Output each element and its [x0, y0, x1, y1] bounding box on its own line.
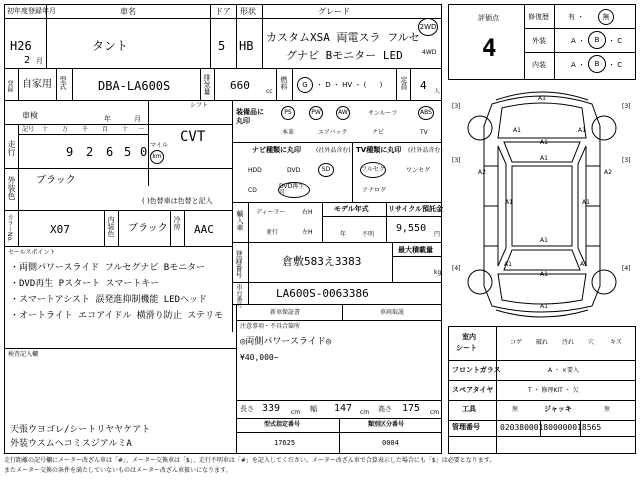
condition-no-circle: 無	[598, 9, 614, 25]
tv-analog: アナログ	[362, 187, 387, 194]
plate-label: 登録番号	[235, 250, 243, 278]
class-no-value: 0004	[382, 439, 399, 447]
drive-4wd: 4WD	[422, 49, 437, 56]
diagram-bracket-right: [4]	[622, 265, 631, 272]
interior-color-value: ブラック	[128, 223, 168, 234]
model-name-label: 車名	[120, 7, 136, 16]
sales-point-3: ・スマートアシスト 誤発進抑制機能 LEDヘッド	[10, 295, 208, 305]
navi-note: (社外品含む)	[316, 147, 351, 154]
sales-point-1: ・両側パワースライド フルセグナビ Bモニター	[10, 263, 206, 273]
mileage-digit: 9	[66, 145, 74, 159]
diagram-bracket-left: [4]	[452, 265, 461, 272]
width-label: 幅	[310, 405, 317, 413]
damage-mark: A1	[505, 199, 513, 206]
management-number: 020380001800000018565	[500, 423, 602, 432]
damage-mark: A1	[578, 127, 586, 134]
damage-mark: A1	[504, 261, 512, 268]
mileage-unit-header: 万	[62, 126, 69, 133]
tv-oneseg: ワンセグ	[406, 167, 431, 174]
exterior-color-value: ブラック	[36, 175, 76, 186]
notes-line2: ¥40,000−	[240, 353, 279, 362]
import-label: 輸入車	[236, 210, 244, 231]
model-code-label: 型式	[59, 76, 67, 90]
interior-grade-a: A ・	[571, 61, 586, 69]
mileage-unit-header: 十	[42, 126, 49, 133]
damage-mark: A1	[540, 237, 548, 244]
condition-label: 修復歴	[528, 13, 549, 21]
exterior-grade-c: ・ C	[608, 37, 623, 45]
color-no-value: X07	[50, 223, 70, 236]
damage-mark: A1	[540, 139, 548, 146]
exterior-grade-a: A ・	[571, 37, 586, 45]
grade-line2: グナビ Bモニター LED	[286, 49, 403, 62]
doors-value: 5	[218, 39, 226, 53]
import-left-hand: 左H	[302, 229, 313, 236]
navi-cd: CD	[248, 187, 257, 194]
mileage-digit: 0	[140, 145, 148, 159]
damage-mark: A2	[478, 169, 486, 176]
ac-value: AAC	[194, 223, 214, 236]
diagram-bracket-left: [3]	[452, 157, 461, 164]
navi-label: ナビ種類に丸印	[252, 146, 301, 154]
navi-dvd-play-circle: DVD再生可	[278, 182, 310, 198]
exterior-color-note: ( )色替車は色替と記入	[142, 197, 213, 205]
interior-grade-b-circle: B	[588, 55, 606, 73]
mileage-unit-header: 一	[138, 126, 145, 133]
seat-label-1: 室内	[462, 333, 476, 341]
inspection-month-unit: 月	[134, 115, 141, 123]
fuel-selected-circle: G	[297, 77, 313, 93]
doors-label: ドア	[215, 7, 231, 16]
seat-option-1: 破れ	[536, 339, 549, 346]
first-reg-month: 2	[24, 55, 31, 66]
first-reg-label: 初年度登録年月	[7, 7, 56, 15]
spare-tire-label: スペアタイヤ	[452, 386, 494, 394]
height-value: 175	[402, 403, 421, 414]
doc-warranty: 新車保証書	[270, 309, 301, 316]
damage-mark: A2	[604, 169, 612, 176]
notes-label: 注意事項・不具合箇所	[240, 323, 301, 330]
type-no-value: 17625	[274, 439, 296, 447]
width-value: 147	[334, 403, 353, 414]
model-code: DBA-LA600S	[98, 79, 171, 93]
max-load-unit: kg	[434, 269, 442, 276]
recycle-unit: 円	[434, 231, 441, 238]
equipment-label: 装備品に丸印	[236, 108, 264, 125]
exterior-grade-label: 外装	[532, 37, 546, 45]
shape-value: HB	[239, 39, 254, 53]
damage-mark: A1	[538, 95, 546, 102]
mileage-digit: 5	[124, 145, 132, 159]
length-label: 長さ	[240, 405, 254, 413]
equip-abs-circle: ABS	[418, 106, 434, 120]
spare-tire-options: T ・ 修理KIT ・ 欠	[528, 387, 579, 394]
grade-line1: カスタムXSA 両電スラ フルセ	[266, 31, 420, 44]
mileage-label: 走行	[7, 140, 16, 156]
equip-aw-circle: AW	[336, 106, 350, 120]
height-label: 高さ	[378, 405, 392, 413]
jack-value: 無	[604, 406, 611, 413]
sales-point-4: ・オートライト エコアイドル 横滑り防止 ステリモ	[10, 311, 223, 321]
tv-label: TV種類に丸印	[356, 146, 402, 154]
first-reg-era: H26	[10, 39, 32, 53]
inspector-notes-label: 検査記入欄	[8, 351, 39, 358]
import-parallel: 並行	[266, 229, 279, 236]
seat-option-4: キズ	[610, 339, 622, 346]
interior-grade-c: ・ C	[608, 61, 623, 69]
equip-ps-circle: PS	[281, 106, 295, 120]
seat-option-0: コゲ	[510, 339, 523, 346]
width-unit: cm	[360, 409, 370, 416]
grade-label: グレード	[318, 7, 350, 16]
tv-fullseg-circle: フルセグ	[360, 162, 386, 178]
equip-sunroof: サンルーフ	[368, 110, 398, 117]
equip-tv: TV	[420, 129, 428, 136]
recycle-value: 9,550	[396, 223, 427, 234]
sales-points-label: セールスポイント	[8, 249, 56, 256]
displacement-value: 660	[230, 79, 250, 92]
tools-label: 工具	[462, 405, 476, 413]
seat-option-3: 穴	[588, 339, 595, 346]
capacity-label: 定員	[400, 76, 408, 90]
model-name: タント	[92, 39, 129, 53]
front-glass-label: フロントガラス	[452, 366, 501, 374]
chassis-label: 車台番号	[235, 284, 242, 308]
import-right-hand: 右H	[302, 209, 313, 216]
drive-2wd-circle: 2WD	[418, 18, 438, 36]
interior-grade-label: 内装	[532, 61, 546, 69]
color-no-label: カラーNo.	[6, 214, 13, 242]
chassis-value: LA600S-0063386	[276, 287, 369, 300]
inspector-notes-line1: 天張ウヨゴレ/シートリヤヤケアト	[10, 425, 151, 435]
mileage-unit-header: 記号	[22, 126, 35, 133]
exterior-grade-b-circle: B	[588, 31, 606, 49]
use-value: 自家用	[22, 79, 52, 90]
equip-pw-circle: PW	[309, 106, 323, 120]
seat-option-2: 汚れ	[562, 339, 575, 346]
mileage-digit: 6	[106, 145, 114, 159]
fuel-label: 燃料	[280, 76, 288, 90]
score-value: 4	[482, 34, 497, 62]
inspector-notes-line2: 外装ウスムへコミスジアルミA	[10, 439, 132, 449]
max-load-label: 最大積載量	[398, 246, 433, 254]
model-year-unit: 年	[340, 231, 347, 238]
length-value: 339	[262, 403, 281, 414]
diagram-bracket-right: [3]	[622, 157, 631, 164]
inspection-label: 車検	[22, 111, 38, 120]
diagram-bracket-left: [3]	[452, 103, 461, 110]
height-unit: cm	[430, 409, 440, 416]
import-dealer: ディーラー	[256, 209, 286, 216]
model-year-unknown: 不明	[362, 231, 375, 238]
footer-line1: 走行距離の記号欄にメーター改ざん車は「#」、メーター交換車は「$」、走行不明車は「#」を記入してください。メーター改ざん車で合算表示した場合にも「$」は必要となります。	[4, 457, 496, 464]
seat-label-2: シート	[456, 344, 477, 352]
inspection-year-unit: 年	[104, 115, 111, 123]
condition-yes: 有 ・	[568, 13, 585, 21]
management-label: 管理番号	[452, 423, 480, 431]
capacity-value: 4	[420, 79, 427, 92]
navi-hdd: HDD	[248, 167, 262, 174]
shape-label: 形状	[240, 7, 256, 16]
fuel-options: ・ D ・ HV ・ ( )	[316, 81, 383, 89]
shift-value: CVT	[180, 129, 206, 145]
mile-label: マイル	[150, 142, 168, 149]
front-glass-options: A ・ ×要入	[548, 367, 579, 374]
interior-color-label: 内装色	[107, 216, 115, 237]
plate-value: 倉敷583え3383	[282, 255, 362, 268]
damage-mark: A1	[540, 155, 548, 162]
mileage-digit: 2	[86, 145, 94, 159]
tv-note: (社外品含む)	[408, 147, 443, 154]
diagram-bracket-right: [3]	[622, 103, 631, 110]
recycle-label: リサイクル預託金	[388, 205, 444, 213]
damage-mark: A1	[540, 271, 548, 278]
damage-mark: A1	[580, 261, 588, 268]
length-unit: cm	[291, 409, 301, 416]
km-circle: km	[150, 150, 164, 164]
equip-navi: ナビ	[372, 129, 385, 136]
jack-label: ジャッキ	[544, 405, 572, 413]
damage-mark: A1	[513, 127, 521, 134]
mileage-unit-header: 十	[122, 126, 129, 133]
mileage-unit-header: 百	[102, 126, 109, 133]
ac-label: 冷房	[173, 216, 181, 230]
damage-mark: A1	[582, 199, 590, 206]
displacement-label: 排気量	[203, 74, 211, 95]
mileage-unit-header: 千	[82, 126, 89, 133]
type-no-label: 型式指定番号	[264, 421, 301, 428]
footer-line2: またメーター交換の条件を満たしていないものはメーター改ざん車扱いになります。	[4, 467, 232, 474]
doc-manual: 車両取説	[380, 309, 405, 316]
capacity-unit: 人	[434, 88, 441, 95]
use-label: 登録	[6, 80, 13, 92]
sales-point-2: ・DVD再生 Pスタート スマートキー	[10, 279, 160, 289]
car-damage-diagram	[448, 86, 636, 320]
exterior-color-label: 外装色	[7, 176, 16, 200]
class-no-label: 類別区分番号	[368, 421, 405, 428]
displacement-unit: cc	[266, 88, 273, 95]
score-label: 評価点	[478, 14, 499, 22]
tools-value: 無	[512, 406, 519, 413]
first-reg-month-unit: 月	[36, 57, 43, 65]
notes-line1: ◎両側パワースライド◎	[240, 337, 332, 347]
navi-sd-circle: SD	[318, 163, 334, 177]
model-year-label: モデル年式	[334, 205, 369, 213]
equip-airbag: エアバック	[318, 129, 348, 136]
damage-mark: A1	[540, 303, 548, 310]
equip-leather: 本革	[282, 129, 295, 136]
navi-dvd: DVD	[287, 167, 301, 174]
shift-label: シフト	[190, 102, 209, 109]
